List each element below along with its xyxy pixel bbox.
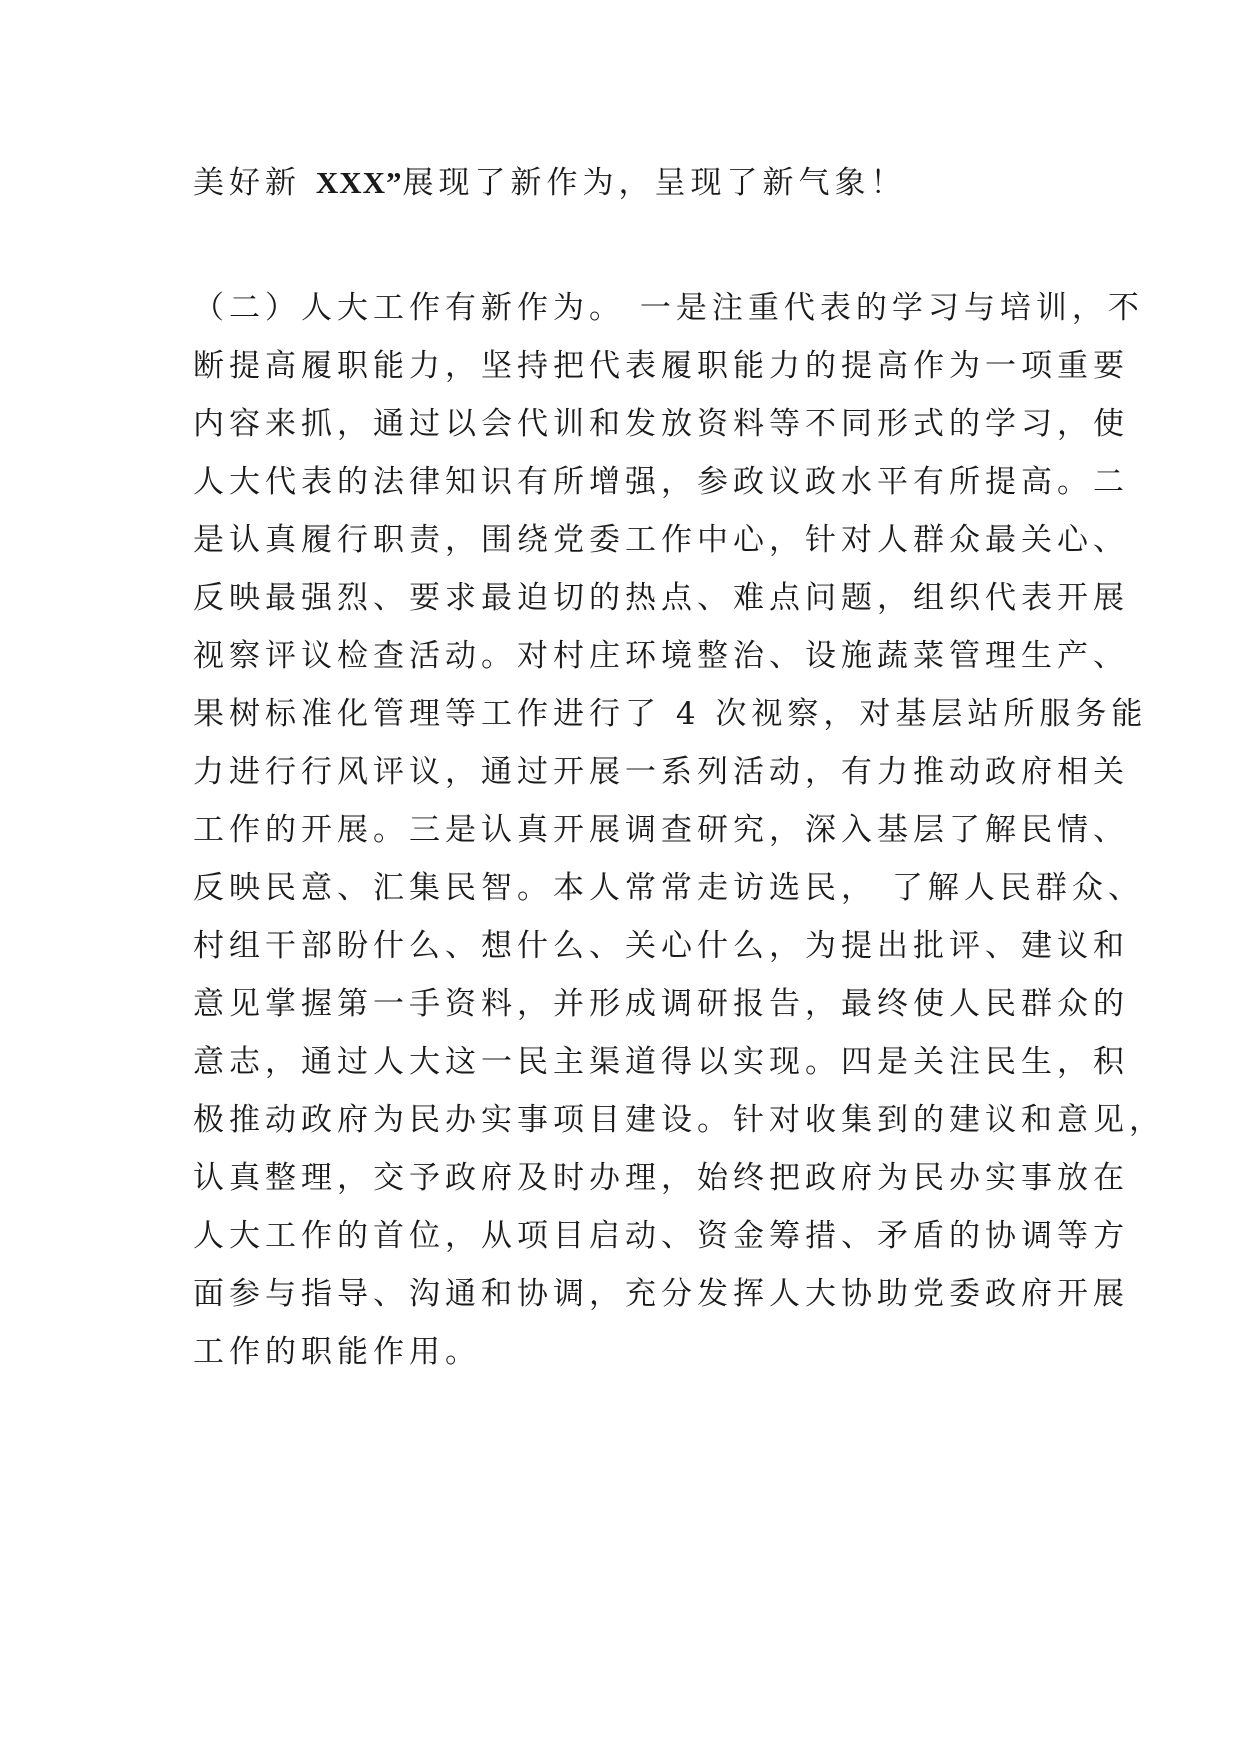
paragraph-line: 工作的开展。三是认真开展调查研究，深入基层了解民情、 [193,812,1129,848]
paragraph-line: 意见掌握第一手资料，并形成调研报告，最终使人民群众的 [193,986,1129,1022]
paragraph-line: 力进行行风评议，通过开展一系列活动，有力推动政府相关 [193,754,1129,790]
top-line-prefix: 美好新 [193,165,316,201]
paragraph-line: 人大工作的首位，从项目启动、资金筹措、矛盾的协调等方 [193,1218,1129,1254]
paragraph-line: 面参与指导、沟通和协调，充分发挥人大协助党委政府开展 [193,1276,1129,1312]
paragraph-line: 极推动政府为民办实事项目建设。针对收集到的建议和意见， [193,1102,1165,1138]
paragraph-line: （二）人大工作有新作为。 一是注重代表的学习与培训，不 [193,290,1144,326]
paragraph-line: 果树标准化管理等工作进行了 4 次视察，对基层站所服务能 [193,696,1148,732]
top-line [193,163,907,203]
paragraph-line: 内容来抓，通过以会代训和发放资料等不同形式的学习，使 [193,406,1129,442]
top-line-bold: XXX” [315,165,403,200]
paragraph-line: 断提高履职能力，坚持把代表履职能力的提高作为一项重要 [193,348,1129,384]
paragraph-line: 反映最强烈、要求最迫切的热点、难点问题，组织代表开展 [193,580,1129,616]
top-line-suffix: 展现了新作为，呈现了新气象！ [402,165,907,201]
paragraph-line: 村组干部盼什么、想什么、关心什么，为提出批评、建议和 [193,928,1129,964]
paragraph-line: 意志，通过人大这一民主渠道得以实现。四是关注民生，积 [193,1044,1129,1080]
paragraph-line: 工作的职能作用。 [193,1334,481,1370]
paragraph-line: 认真整理，交予政府及时办理，始终把政府为民办实事放在 [193,1160,1129,1196]
paragraph-line: 人大代表的法律知识有所增强，参政议政水平有所提高。二 [193,464,1129,500]
paragraph-line: 反映民意、汇集民智。本人常常走访选民， 了解人民群众、 [193,870,1144,906]
paragraph-line: 视察评议检查活动。对村庄环境整治、设施蔬菜管理生产、 [193,638,1129,674]
paragraph-line: 是认真履行职责，围绕党委工作中心，针对人群众最关心、 [193,522,1129,558]
